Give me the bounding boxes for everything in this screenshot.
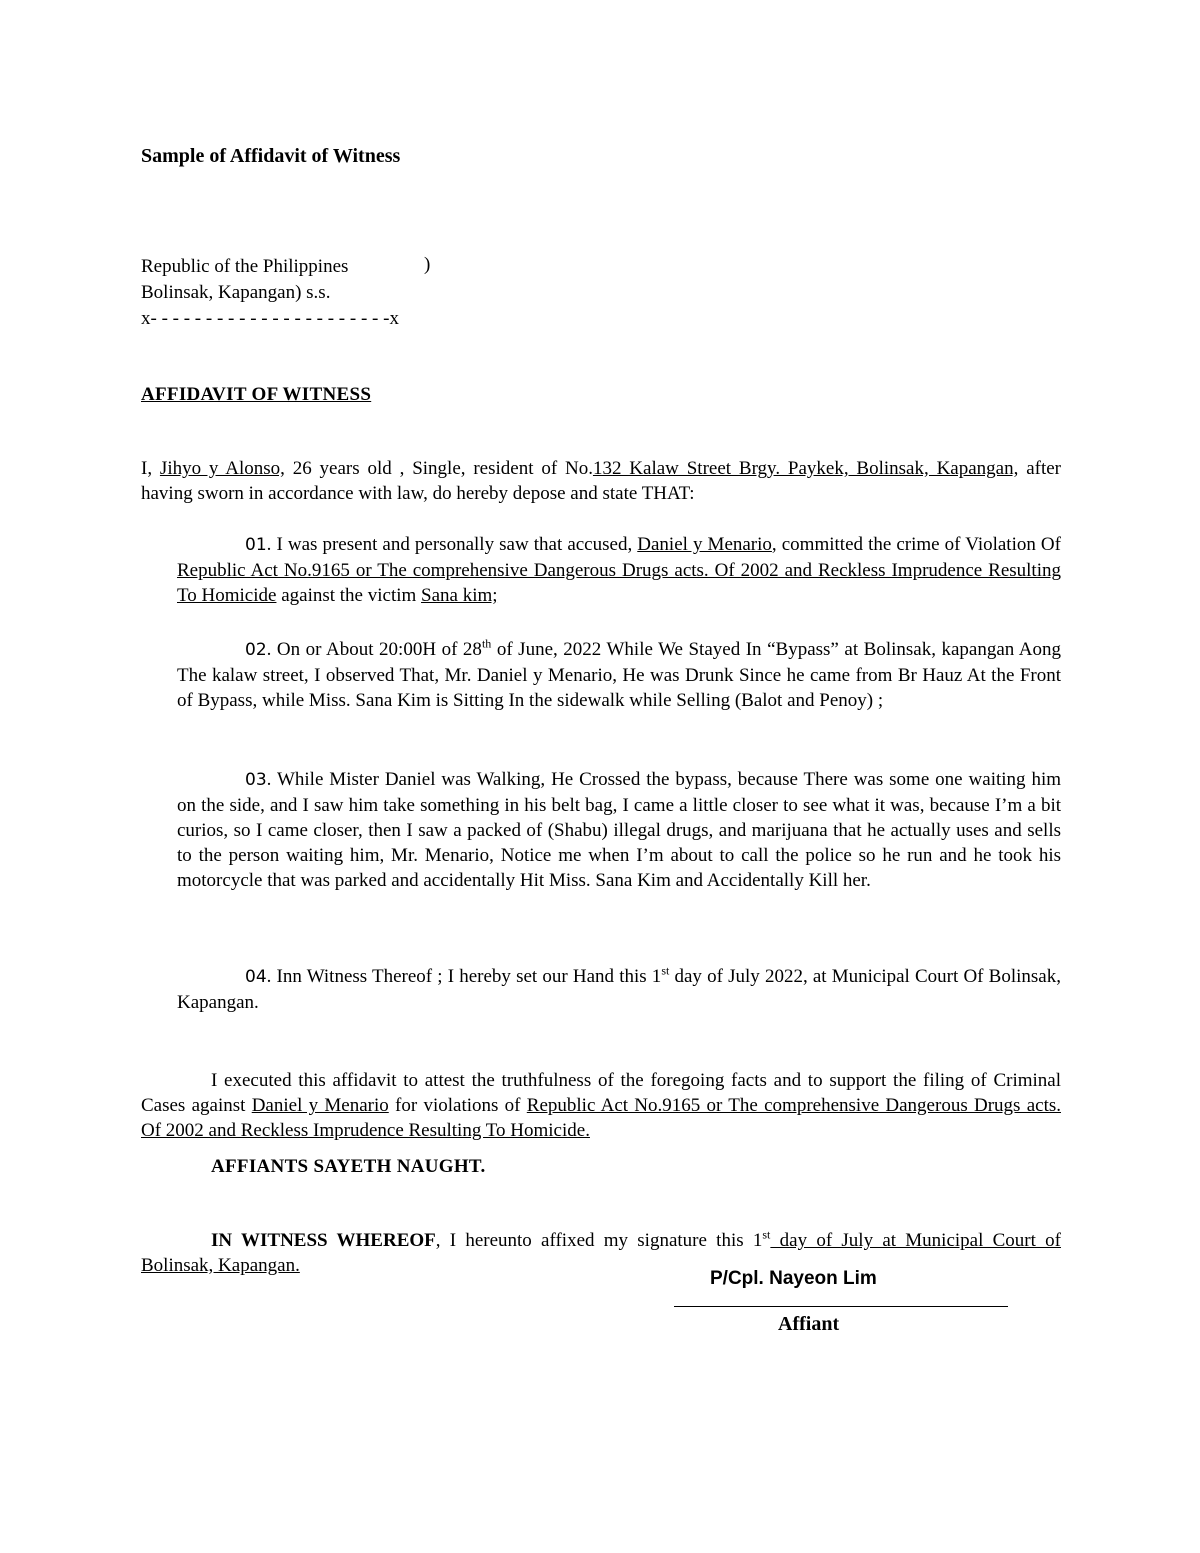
ordinal-suffix: th — [481, 636, 492, 651]
statement-item-1 — [177, 532, 1061, 608]
crime-description: Republic Act No.9165 or The comprehensive Dangerous Drugs acts. Of 2002 and Reckless Imprudence Resulting To Homicide — [177, 560, 1061, 606]
affiant-name: Jihyo y Alonso, — [159, 458, 285, 479]
ordinal-suffix: st — [762, 1227, 771, 1242]
intro-prefix: I, — [141, 458, 153, 479]
crime-description: Republic Act No.9165 or The comprehensive Dangerous Drugs acts. Of 2002 and Reckless Imprudence Resulting To Homicide. — [141, 1095, 1061, 1141]
venue-line-place: Bolinsak, Kapangan) s.s. — [141, 282, 331, 303]
ordinal-suffix: st — [661, 963, 670, 978]
item-number: 01 — [245, 535, 267, 555]
execution-text: for violations of — [388, 1095, 527, 1116]
accused-name: Daniel y Menario — [637, 534, 772, 555]
signature-line — [674, 1306, 1008, 1307]
intro-suffix: after having sworn in accordance with law, do hereby depose and state THAT: — [141, 458, 1061, 504]
statement-item-2 — [177, 637, 1061, 713]
item-text: of June, 2022 While We Stayed In “Bypass” at Bolinsak, kapangan Aong The kalaw street, I observed That, Mr. Daniel y Menario, He was Drunk Since he came from Br Hauz At the Front of Bypass, while Miss. Sana Kim is Sitting In the sidewalk while Selling (Balot and Penoy) ; — [177, 639, 1061, 711]
accused-name: Daniel y Menario — [251, 1095, 389, 1116]
venue-paren: ) — [424, 254, 431, 275]
sayeth-naught: AFFIANTS SAYETH NAUGHT. — [211, 1156, 486, 1177]
statement-item-4 — [177, 964, 1061, 1015]
item-number: 04 — [245, 967, 267, 987]
intro-mid: 26 years old , Single, resident of No. — [284, 458, 593, 479]
affidavit-heading: AFFIDAVIT OF WITNESS — [141, 384, 372, 405]
signatory-name: P/Cpl. Nayeon Lim — [710, 1268, 877, 1289]
item-text: . I was present and personally saw that accused, — [266, 534, 638, 555]
venue-divider: x- - - - - - - - - - - - - - - - - - - - - -x — [141, 308, 399, 329]
witness-whereof-paragraph — [141, 1228, 1061, 1278]
affiant-address: 132 Kalaw Street Brgy. Paykek, Bolinsak, Kapangan, — [592, 458, 1019, 479]
signatory-role: Affiant — [778, 1313, 840, 1335]
item-number: 03 — [245, 770, 267, 790]
whereof-text: , I hereunto affixed my signature this 1 — [435, 1230, 763, 1251]
venue-block — [141, 254, 399, 332]
item-text: . On or About 20:00H of 28 — [266, 639, 482, 660]
victim-name: Sana kim; — [421, 585, 498, 606]
signing-place: day of July at Municipal Court of Bolinsak, Kapangan. — [141, 1230, 1061, 1276]
item-text: against the victim — [276, 585, 422, 606]
execution-paragraph — [141, 1068, 1061, 1143]
statement-item-3 — [177, 767, 1061, 893]
intro-paragraph — [141, 456, 1061, 506]
venue-line-country: Republic of the Philippines — [141, 256, 349, 277]
item-text: , committed the crime of Violation Of — [771, 534, 1061, 555]
document-title: Sample of Affidavit of Witness — [141, 145, 401, 167]
item-text: day of July 2022, at Municipal Court Of Bolinsak, Kapangan. — [177, 966, 1061, 1013]
item-text: . While Mister Daniel was Walking, He Crossed the bypass, because There was some one waiting him on the side, and I saw him take something in his belt bag, I came a little closer to see what it was, because I’m a bit curios, so I came closer, then I saw a packed of (Shabu) illegal drugs, and marijuana that he actually uses and sells to the person waiting him, Mr. Menario, Notice me when I’m about to call the police so he run and he took his motorcycle that was parked and accidentally Hit Miss. Sana Kim and Accidentally Kill her. — [177, 769, 1061, 891]
execution-text: I executed this affidavit to attest the truthfulness of the foregoing facts and to support the filing of Criminal Cases against — [141, 1070, 1061, 1116]
item-number: 02 — [245, 640, 267, 660]
whereof-label: IN WITNESS WHEREOF — [211, 1230, 436, 1251]
item-text: . Inn Witness Thereof ; I hereby set our Hand this 1 — [266, 966, 662, 987]
